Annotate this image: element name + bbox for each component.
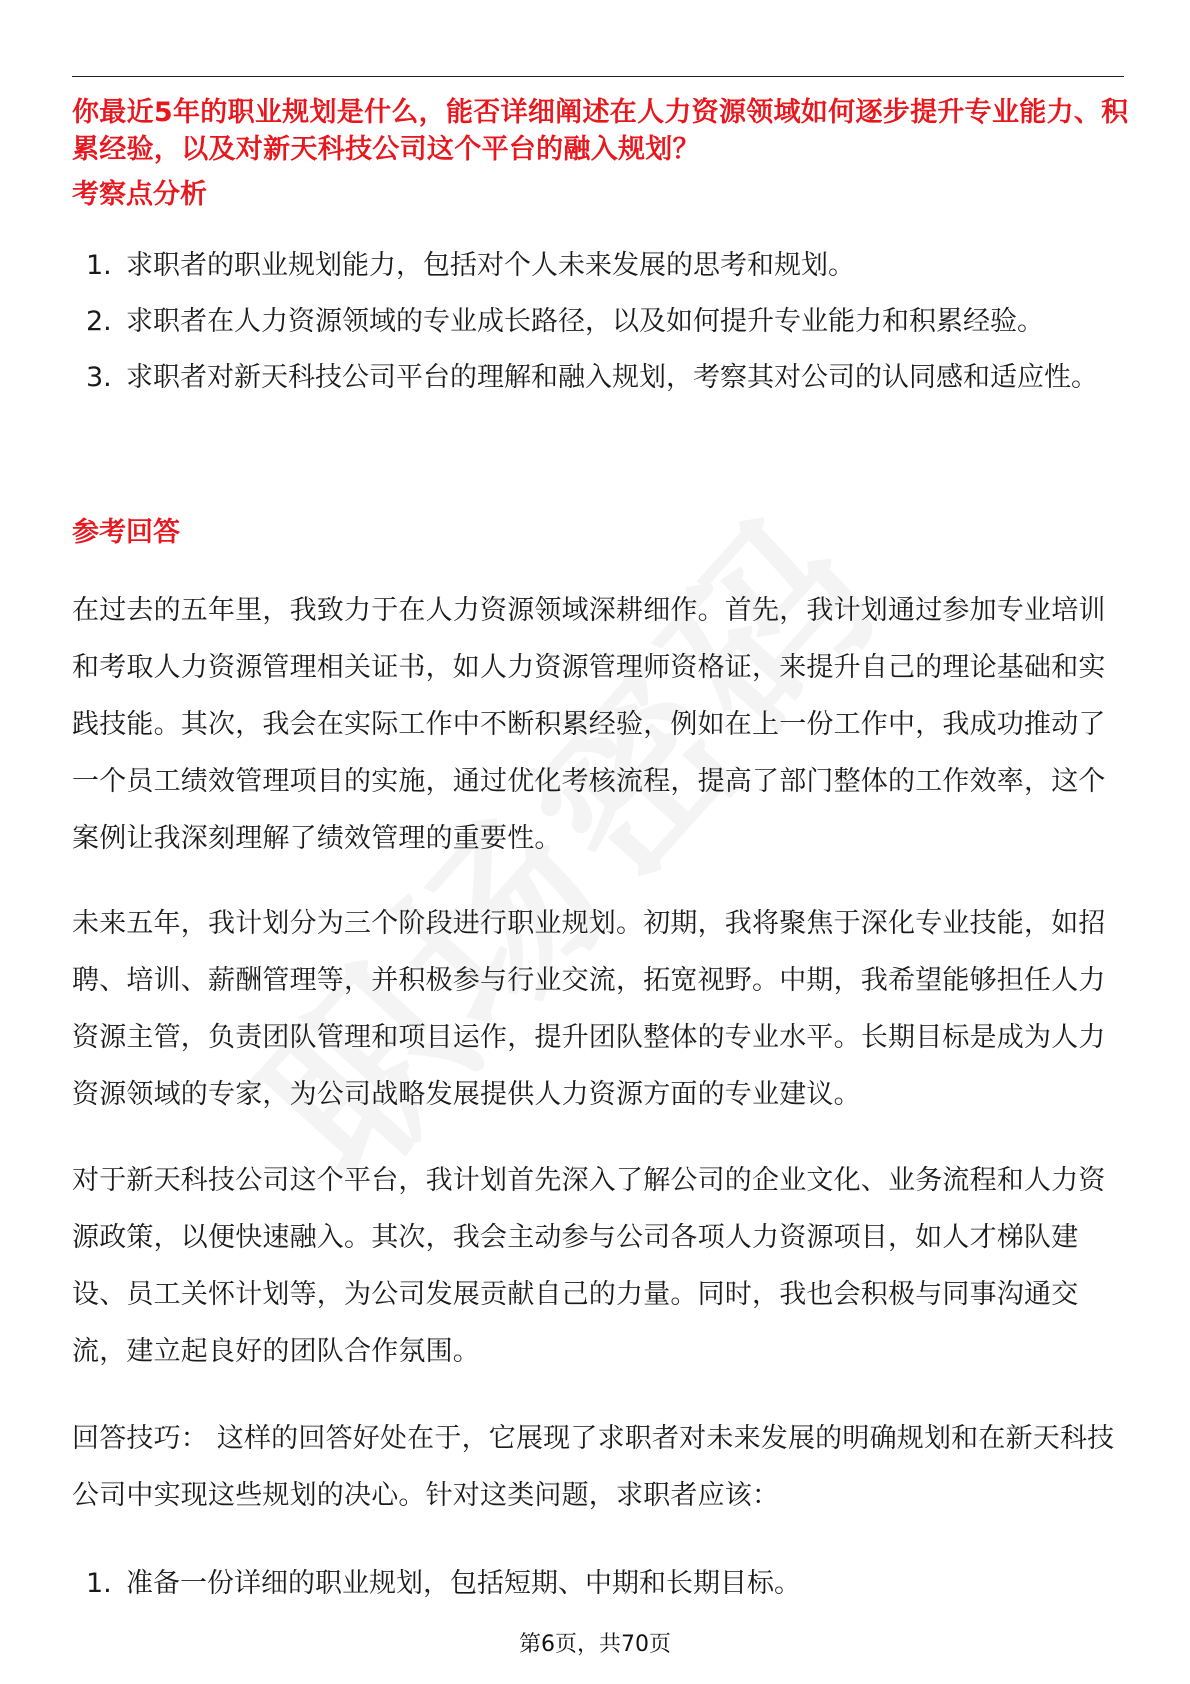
top-rule	[72, 76, 1124, 77]
analysis-list	[72, 238, 1132, 406]
tips-list	[72, 1556, 1132, 1612]
answer-tips-intro: 回答技巧： 这样的回答好处在于，它展现了求职者对未来发展的明确规划和在新天科技公司中实现这些规划的决心。针对这类问题，求职者应该：	[72, 1423, 1115, 1511]
answer-heading: 参考回答	[72, 517, 180, 548]
tips-item: 1. 准备一份详细的职业规划，包括短期、中期和长期目标。	[86, 1568, 801, 1599]
analysis-item: 2. 求职者在人力资源领域的专业成长路径，以及如何提升专业能力和积累经验。	[86, 306, 1044, 337]
answer-paragraph: 在过去的五年里，我致力于在人力资源领域深耕细作。首先，我计划通过参加专业培训和考取人力资源管理相关证书，如人力资源管理师资格证，来提升自己的理论基础和实践技能。其次，我会在实际工作中不断积累经验，例如在上一份工作中，我成功推动了一个员工绩效管理项目的实施，通过优化考核流程，提高了部门整体的工作效率，这个案例让我深刻理解了绩效管理的重要性。	[72, 595, 1106, 854]
analysis-heading: 考察点分析	[72, 179, 207, 210]
analysis-item: 3. 求职者对新天科技公司平台的理解和融入规划，考察其对公司的认同感和适应性。	[86, 362, 1098, 393]
answer-paragraph: 未来五年，我计划分为三个阶段进行职业规划。初期，我将聚焦于深化专业技能，如招聘、培训、薪酬管理等，并积极参与行业交流，拓宽视野。中期，我希望能够担任人力资源主管，负责团队管理和项目运作，提升团队整体的专业水平。长期目标是成为人力资源领域的专家，为公司战略发展提供人力资源方面的专业建议。	[72, 908, 1106, 1110]
page-number: 第6页，共70页	[519, 1632, 671, 1657]
question-title: 你最近5年的职业规划是什么，能否详细阐述在人力资源领域如何逐步提升专业能力、积累经验，以及对新天科技公司这个平台的融入规划？	[72, 97, 1129, 165]
answer-paragraph: 对于新天科技公司这个平台，我计划首先深入了解公司的企业文化、业务流程和人力资源政策，以便快速融入。其次，我会主动参与公司各项人力资源项目，如人才梯队建设、员工关怀计划等，为公司发展贡献自己的力量。同时，我也会积极与同事沟通交流，建立起良好的团队合作氛围。	[72, 1165, 1106, 1367]
analysis-item: 1. 求职者的职业规划能力，包括对个人未来发展的思考和规划。	[86, 250, 855, 281]
